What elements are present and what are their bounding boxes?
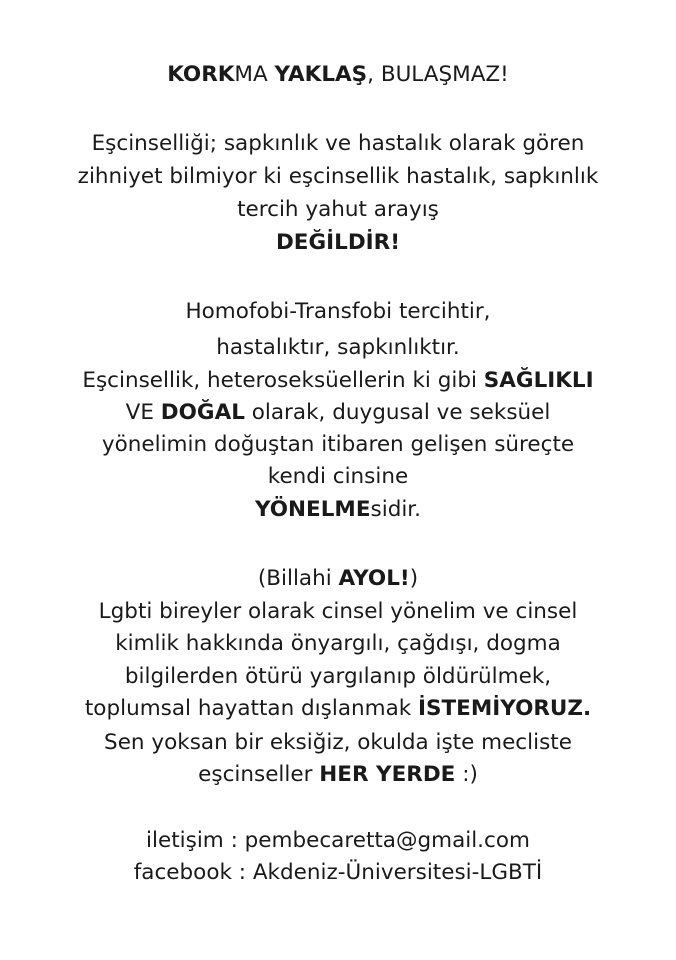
para1-line1: Eşcinselliği; sapkınlık ve hastalık olarak gören [91, 131, 585, 156]
para2-line2: hastalıktır, sapkınlıktır. [216, 335, 460, 360]
saglikli-bold: SAĞLIKLI [483, 368, 594, 393]
para3-line1-open: (Billahi [257, 566, 339, 591]
title-text-bulasmaz: , BULAŞMAZ! [367, 62, 509, 87]
para2-line3 [0, 364, 676, 397]
dogal-bold: DOĞAL [160, 400, 245, 425]
para2-line3-text: Eşcinsellik, heteroseksüellerin ki gibi [82, 368, 484, 393]
degildir-bold: DEĞİLDİR! [275, 230, 401, 255]
para1-emphasis [0, 226, 676, 259]
title-bold-yaklas: YAKLAŞ [274, 62, 368, 87]
para1-line3: tercih yahut arayış [237, 197, 439, 222]
para3-line4: bilgilerden ötürü yargılanıp öldürülmek, [124, 664, 552, 689]
her-yerde-bold: HER YERDE [319, 762, 456, 787]
contact-email: iletişim : pembecaretta@gmail.com [146, 828, 530, 853]
para3-line5-text: toplumsal hayattan dışlanmak [84, 696, 419, 721]
title-bold-kork: KORK [167, 62, 235, 87]
para2-line7 [0, 493, 676, 526]
para3-line7-text: eşcinseller [198, 762, 320, 787]
flyer-title [0, 58, 676, 91]
para3-line6: Sen yoksan bir eksiğiz, okulda işte mecliste [104, 730, 572, 755]
title-text-ma: MA [234, 62, 275, 87]
para2-line6: kendi cinsine [267, 464, 409, 489]
para3-line1 [0, 562, 676, 595]
para3-line7 [0, 758, 676, 791]
para2-line5: yönelimin doğuştan itibaren gelişen süreçte [101, 432, 575, 457]
contact-facebook: facebook : Akdeniz-Üniversitesi-LGBTİ [133, 860, 543, 885]
para2-line4-ve: VE [125, 400, 161, 425]
para3-line7-smiley: :) [455, 762, 478, 787]
para2-line1: Homofobi-Transfobi tercihtir, [185, 299, 491, 324]
para2-line4 [0, 396, 676, 429]
yonelme-bold: YÖNELME [254, 497, 371, 522]
ayol-bold: AYOL! [338, 566, 410, 591]
para2-line7-suffix: sidir. [370, 497, 422, 522]
para3-line5 [0, 692, 676, 725]
para3-line3: kimlik hakkında önyargılı, çağdışı, dogma [115, 631, 561, 656]
istemiyoruz-bold: İSTEMİYORUZ. [418, 696, 592, 721]
para3-line2: Lgbti bireyler olarak cinsel yönelim ve cinsel [98, 599, 578, 624]
para3-line1-close: ) [409, 566, 419, 591]
para2-line4-rest: olarak, duygusal ve seksüel [244, 400, 551, 425]
para1-line2: zihniyet bilmiyor ki eşcinsellik hastalık, sapkınlık [77, 164, 599, 189]
